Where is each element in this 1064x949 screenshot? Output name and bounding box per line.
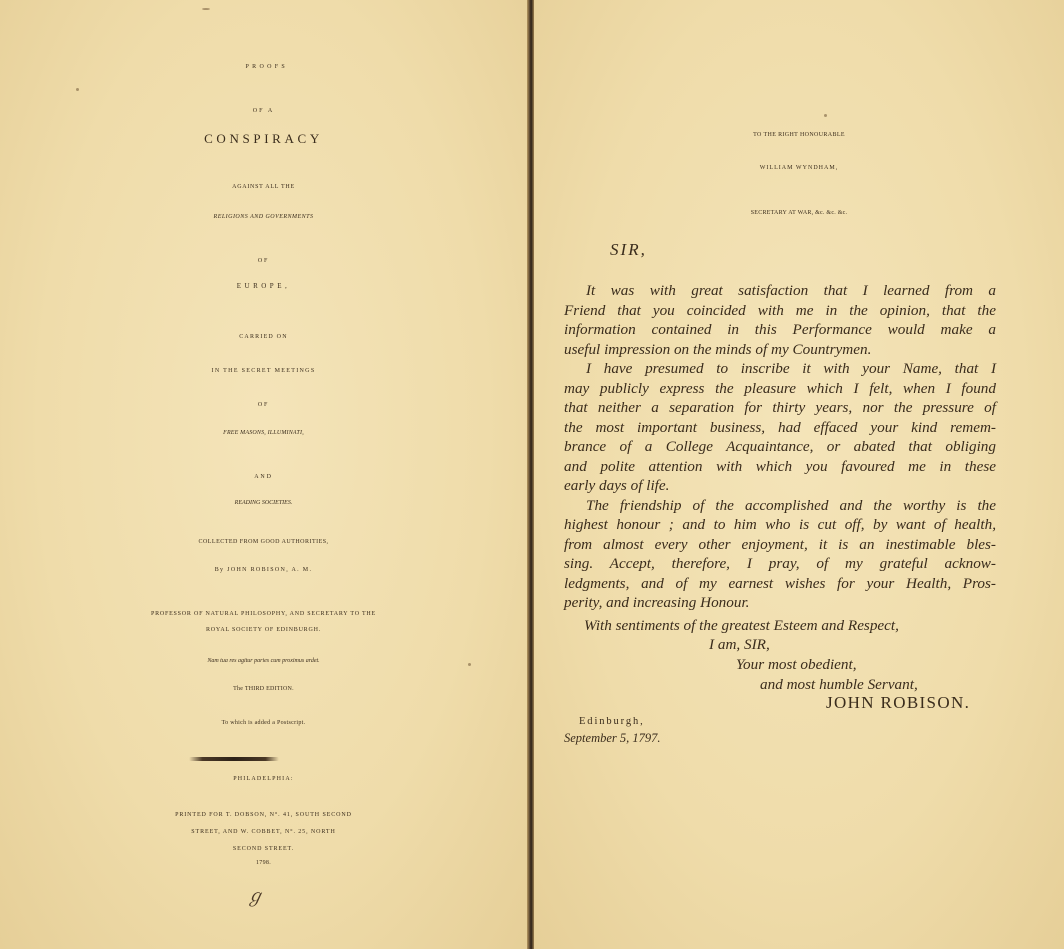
title-conspiracy: CONSPIRACY (204, 131, 323, 146)
dedicatee-title: SECRETARY AT WAR, &c. &c. &c. (750, 210, 848, 216)
title-and: AND (254, 474, 273, 480)
imprint-line3: SECOND STREET. (232, 846, 295, 852)
body-line: sing. Accept, therefore, I pray, of my grateful acknow- (564, 555, 996, 572)
signature-name: JOHN ROBISON. (826, 693, 971, 712)
closing-line-4: and most humble Servant, (760, 676, 918, 693)
body-line: highest honour ; and to him who is cut off, by want of health, (564, 516, 996, 533)
imprint-city: PHILADELPHIA: (233, 776, 294, 782)
imprint-line2: STREET, AND W. COBBET, N°. 25, NORTH (191, 829, 336, 835)
title-against: AGAINST ALL THE (232, 184, 295, 190)
body-line: It was with great satisfaction that I learned from a (586, 282, 996, 299)
place-line: Edinburgh, (579, 716, 645, 727)
title-secret-meetings: IN THE SECRET MEETINGS (211, 368, 316, 374)
title-europe: EUROPE, (236, 282, 291, 290)
title-proofs: PROOFS (245, 64, 289, 70)
dedicatee-name: WILLIAM WYNDHAM, (759, 165, 839, 171)
author-credentials-line2: ROYAL SOCIETY OF EDINBURGH. (206, 627, 321, 633)
title-free-masons: FREE MASONS, ILLUMINATI, (223, 430, 304, 436)
imprint-line1: PRINTED FOR T. DOBSON, N°. 41, SOUTH SECOND (175, 812, 352, 818)
body-line: from almost every other enjoyment, it is an inestimable bles- (564, 535, 996, 553)
dedication-heading: TO THE RIGHT HONOURABLE (753, 132, 845, 138)
foxing-speck (202, 8, 210, 10)
title-page (0, 0, 527, 949)
title-motto: Nam tua res agitur paries cum proximus ardet. (207, 658, 320, 664)
title-collected: COLLECTED FROM GOOD AUTHORITIES, (198, 539, 329, 545)
title-of-a: OF A (252, 108, 275, 114)
title-reading-societies: READING SOCIETIES. (234, 500, 293, 506)
body-line: useful impression on the minds of my Countrymen. (564, 340, 872, 358)
foxing-speck (76, 88, 79, 91)
title-of-2: OF (257, 402, 270, 408)
ornamental-rule (189, 757, 279, 761)
body-line: may publicly express the pleasure which I felt, when I found (564, 379, 996, 397)
title-author: By JOHN ROBISON, A. M. (214, 567, 313, 573)
title-postscript: To which is added a Postscript. (221, 720, 306, 726)
body-line: the most important business, had effaced your kind remem- (564, 418, 996, 436)
title-religions: RELIGIONS AND GOVERNMENTS (213, 214, 314, 220)
author-credentials-line1: PROFESSOR OF NATURAL PHILOSOPHY, AND SECRETARY TO THE (150, 611, 376, 617)
salutation: SIR, (610, 240, 647, 259)
foxing-speck (468, 663, 471, 666)
date-line: September 5, 1797. (564, 731, 661, 745)
title-of-1: OF (257, 258, 270, 264)
foxing-speck (824, 114, 827, 117)
closing-line-1: With sentiments of the greatest Esteem and Respect, (584, 617, 899, 634)
dedication-page (534, 0, 1064, 949)
closing-line-2: I am, SIR, (709, 636, 770, 653)
body-line: The friendship of the accomplished and the worthy is the (586, 496, 996, 514)
body-line: Friend that you coincided with me in the opinion, that the (564, 301, 996, 319)
body-line: ledgments, and of my earnest wishes for your Health, Pros- (564, 574, 996, 592)
body-line: I have presumed to inscribe it with your Name, that I (586, 360, 996, 377)
closing-line-3: Your most obedient, (736, 656, 857, 673)
title-carried-on: CARRIED ON (239, 334, 288, 340)
body-line: information contained in this Performance would make a (564, 321, 996, 338)
body-line: early days of life. (564, 477, 670, 494)
body-line: brance of a College Acquaintance, or abated that obliging (564, 438, 996, 455)
dedication-body (564, 281, 996, 613)
imprint-year: 1798. (256, 860, 271, 866)
book-gutter (527, 0, 534, 949)
title-edition: The THIRD EDITION. (233, 686, 294, 692)
ink-mark-icon: ℊ (246, 886, 264, 906)
body-line: that neither a separation for thirty years, nor the pressure of (564, 399, 996, 416)
body-line: and polite attention with which you favoured me in these (564, 457, 996, 475)
body-line: perity, and increasing Honour. (564, 594, 750, 611)
